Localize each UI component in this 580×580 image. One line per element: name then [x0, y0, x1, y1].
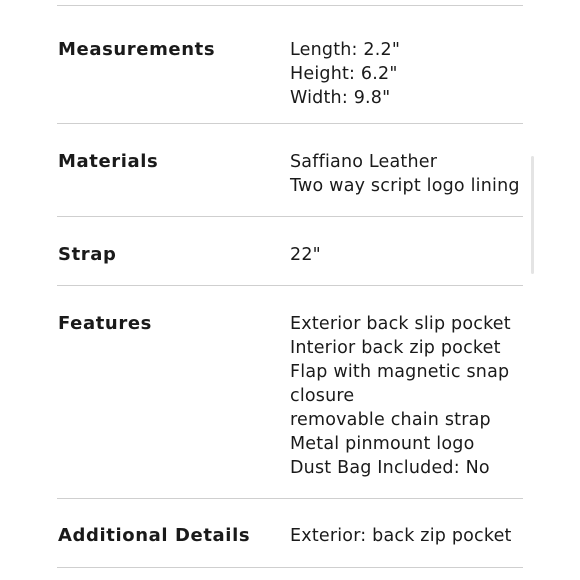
spec-value: 22"	[290, 245, 321, 265]
spec-label: Features	[58, 313, 152, 334]
spec-value: Exterior back slip pocket	[290, 314, 511, 334]
spec-values	[290, 38, 515, 110]
spec-row-materials	[57, 124, 523, 216]
spec-label: Strap	[58, 244, 117, 265]
scrollbar-thumb[interactable]	[531, 156, 534, 274]
spec-value: Width: 9.8"	[290, 88, 391, 108]
spec-values	[290, 150, 520, 198]
spec-value: removable chain strap	[290, 410, 491, 430]
spec-value: Flap with magnetic snap	[290, 362, 510, 382]
spec-value: Interior back zip pocket	[290, 338, 501, 358]
spec-row-strap	[57, 217, 523, 285]
spec-label: Additional Details	[58, 525, 251, 546]
spec-value: Two way script logo lining	[290, 176, 520, 196]
vertical-scrollbar[interactable]	[529, 150, 536, 280]
spec-value: Exterior: back zip pocket	[290, 526, 512, 546]
spec-value: Length: 2.2"	[290, 40, 401, 60]
spec-value: Dust Bag Included: No	[290, 458, 490, 478]
spec-values	[290, 312, 515, 480]
product-specifications	[57, 0, 523, 568]
spec-label: Measurements	[58, 39, 216, 60]
spec-value: Metal pinmount logo	[290, 434, 475, 454]
spec-values	[290, 524, 515, 548]
spec-row-measurements	[57, 6, 523, 123]
spec-value: Height: 6.2"	[290, 64, 398, 84]
spec-value: closure	[290, 386, 355, 406]
spec-label: Materials	[58, 151, 159, 172]
spec-row-additional-details	[57, 499, 523, 567]
spec-value: Saffiano Leather	[290, 152, 438, 172]
divider	[57, 567, 523, 568]
spec-row-features	[57, 286, 523, 498]
spec-values	[290, 243, 515, 267]
